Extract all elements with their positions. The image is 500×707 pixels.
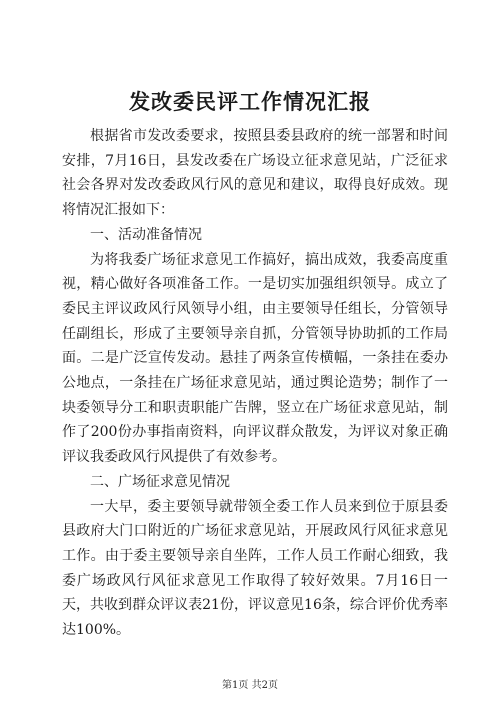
section-1-paragraph: 为将我委广场征求意见工作搞好，搞出成效，我委高度重视，精心做好各项准备工作。一是切实加强组织领导。成立了委民主评议政风行风领导小组，由主要领导任组长，分管领导任副组长，形成了主要领导亲自抓，分管领导协助抓的工作局面。二是广泛宣传发动。悬挂了两条宣传横幅，一条挂在委办公地点，一条挂在广场征求意见站，通过舆论造势；制作了一块委领导分工和职责职能广告牌，竖立在广场征求意见站，制作了200份办事指南资料，向评议群众散发，为评议对象正确评议我委政风行风提供了有效参考。 (62, 251, 448, 466)
intro-paragraph: 根据省市发改委要求，按照县委县政府的统一部署和时间安排，7月16日，县发改委在广场设立征求意见站，广泛征求社会各界对发改委政风行风的意见和建议，取得良好成效。现将情况汇报如下： (62, 128, 448, 219)
section-2-paragraph: 一大早，委主要领导就带领全委工作人员来到位于原县委县政府大门口附近的广场征求意见站，开展政风行风征求意见工作。由于委主要领导亲自坐阵，工作人员工作耐心细致，我委广场政风行风征求意见工作取得了较好效果。7月16日一天，共收到群众评议表21份，评议意见16条，综合评价优秀率达100%。 (62, 498, 448, 639)
document-body (62, 124, 448, 643)
section-2-heading: 二、广场征求意见情况 (90, 473, 230, 490)
document-title: 发改委民评工作情况汇报 (129, 89, 371, 114)
section-1-heading: 一、活动准备情况 (90, 226, 202, 243)
page-number-footer: 第1页 共2页 (222, 680, 278, 691)
